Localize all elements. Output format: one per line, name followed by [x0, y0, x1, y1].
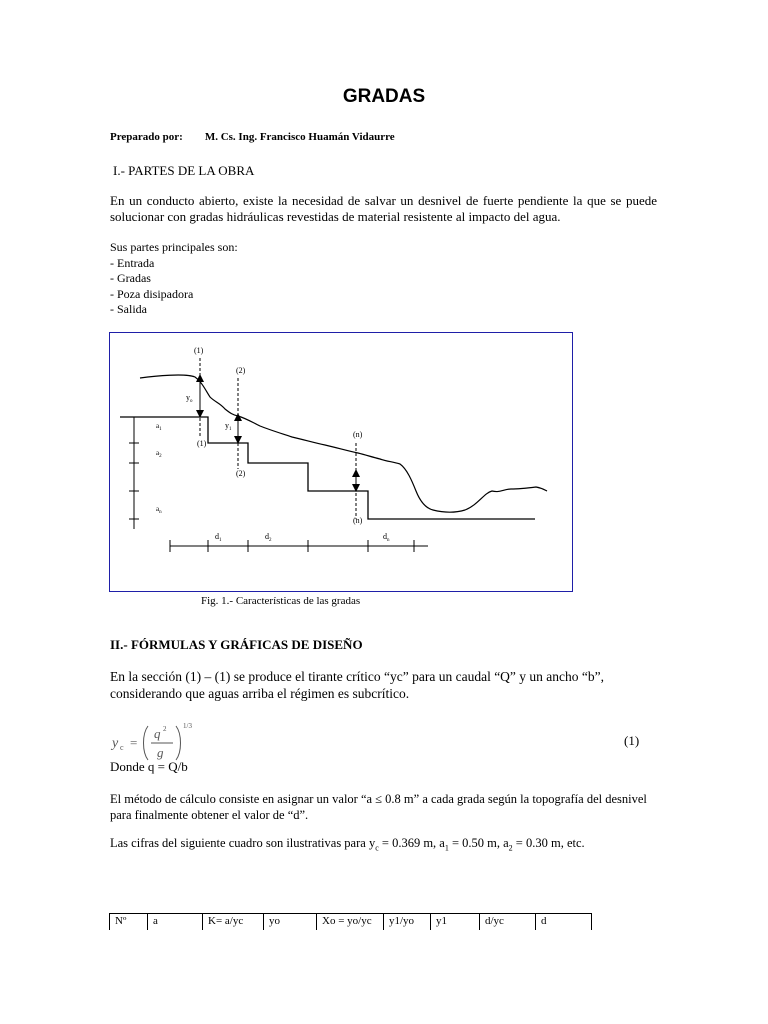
svg-text:=: = — [130, 735, 138, 750]
steps-diagram-svg — [110, 333, 574, 593]
svg-text:2: 2 — [163, 725, 167, 733]
section-n-top-label: (n) — [353, 430, 363, 439]
illustrative-values-line: Las cifras del siguiente cuadro son ilustrativas para $y_c = 0.369$ m, $a_1 = 0.50$ m, $a_2 = 0.30$ m, etc. — [110, 836, 585, 853]
page-title: GRADAS — [342, 86, 426, 107]
svg-text:g: g — [157, 745, 164, 760]
section-1-heading: I.- PARTES DE LA OBRA — [113, 163, 255, 178]
height-a1-label: $a_1$ — [156, 422, 162, 432]
figure-caption: Fig. 1.- Características de las gradas — [201, 595, 361, 607]
list-item: - Salida — [110, 302, 147, 316]
section-n-bottom-label: (n) — [353, 516, 363, 525]
list-item: - Poza disipadora — [110, 286, 194, 301]
table-header-cell: y1 — [431, 914, 480, 931]
table-header-cell: Nº — [110, 914, 148, 931]
table-header-row — [110, 914, 592, 931]
height-a2-label: $a_2$ — [156, 449, 162, 459]
method-paragraph: El método de cálculo consiste en asignar un valor “a ≤ 0.8 m” a cada grada según la topografía del desnivel para finalmente obtener el valor de “d”. — [110, 792, 647, 822]
table-header-cell: y1/yo — [384, 914, 431, 931]
depth-y1-label: $y_1$ — [225, 421, 232, 432]
table-header-cell: d/yc — [480, 914, 536, 931]
height-an-label: $a_n$ — [156, 505, 162, 515]
parts-intro: Sus partes principales son: — [110, 240, 238, 254]
section-2-top-label: (2) — [236, 366, 246, 375]
table-header-cell: yo — [264, 914, 317, 931]
formula-svg — [110, 720, 220, 764]
author-name: M. Cs. Ing. Francisco Huamán Vidaurre — [204, 131, 395, 143]
length-d1-label: $d_1$ — [215, 532, 222, 543]
table-header-cell: K= a/yc — [203, 914, 264, 931]
list-item: - Gradas — [110, 271, 151, 285]
steps-bed-profile — [120, 417, 535, 519]
length-d2-label: $d_2$ — [265, 532, 272, 543]
author-line — [110, 131, 395, 143]
depth-yo-label: $y_o$ — [186, 393, 193, 404]
svg-text:c: c — [120, 743, 124, 752]
parts-list — [110, 240, 238, 318]
table-header-cell: d — [536, 914, 592, 931]
table-header-cell: Xo = yo/yc — [317, 914, 384, 931]
table-header-cell: a — [148, 914, 203, 931]
section-1-paragraph: En un conducto abierto, existe la necesidad de salvar un desnivel de fuerte pendiente la que se puede solucionar con gradas hidráulicas revestidas de material resistente al impacto del agua. — [110, 193, 657, 224]
section-1-bottom-label: (1) — [197, 439, 207, 448]
author-label: Preparado por: — [110, 131, 183, 143]
section-2-bottom-label: (2) — [236, 469, 246, 478]
list-item: - Entrada — [110, 255, 155, 270]
svg-text:q: q — [154, 726, 161, 741]
steps-table — [109, 913, 592, 930]
length-dn-label: $d_n$ — [383, 532, 390, 543]
section-2-heading: II.- FÓRMULAS Y GRÁFICAS DE DISEÑO — [110, 637, 363, 652]
section-1-top-label: (1) — [194, 346, 204, 355]
svg-text:y: y — [112, 736, 119, 751]
donde-line: Donde q = Q/b — [110, 759, 188, 774]
equation-number: (1) — [624, 733, 640, 748]
figure-steps-diagram — [109, 332, 573, 592]
svg-text:1/3: 1/3 — [183, 722, 192, 730]
section-2-paragraph: En la sección (1) – (1) se produce el tirante crítico “yc” para un caudal “Q” y un ancho “b”, considerando que aguas arriba el régimen es subcrítico. — [110, 669, 605, 701]
